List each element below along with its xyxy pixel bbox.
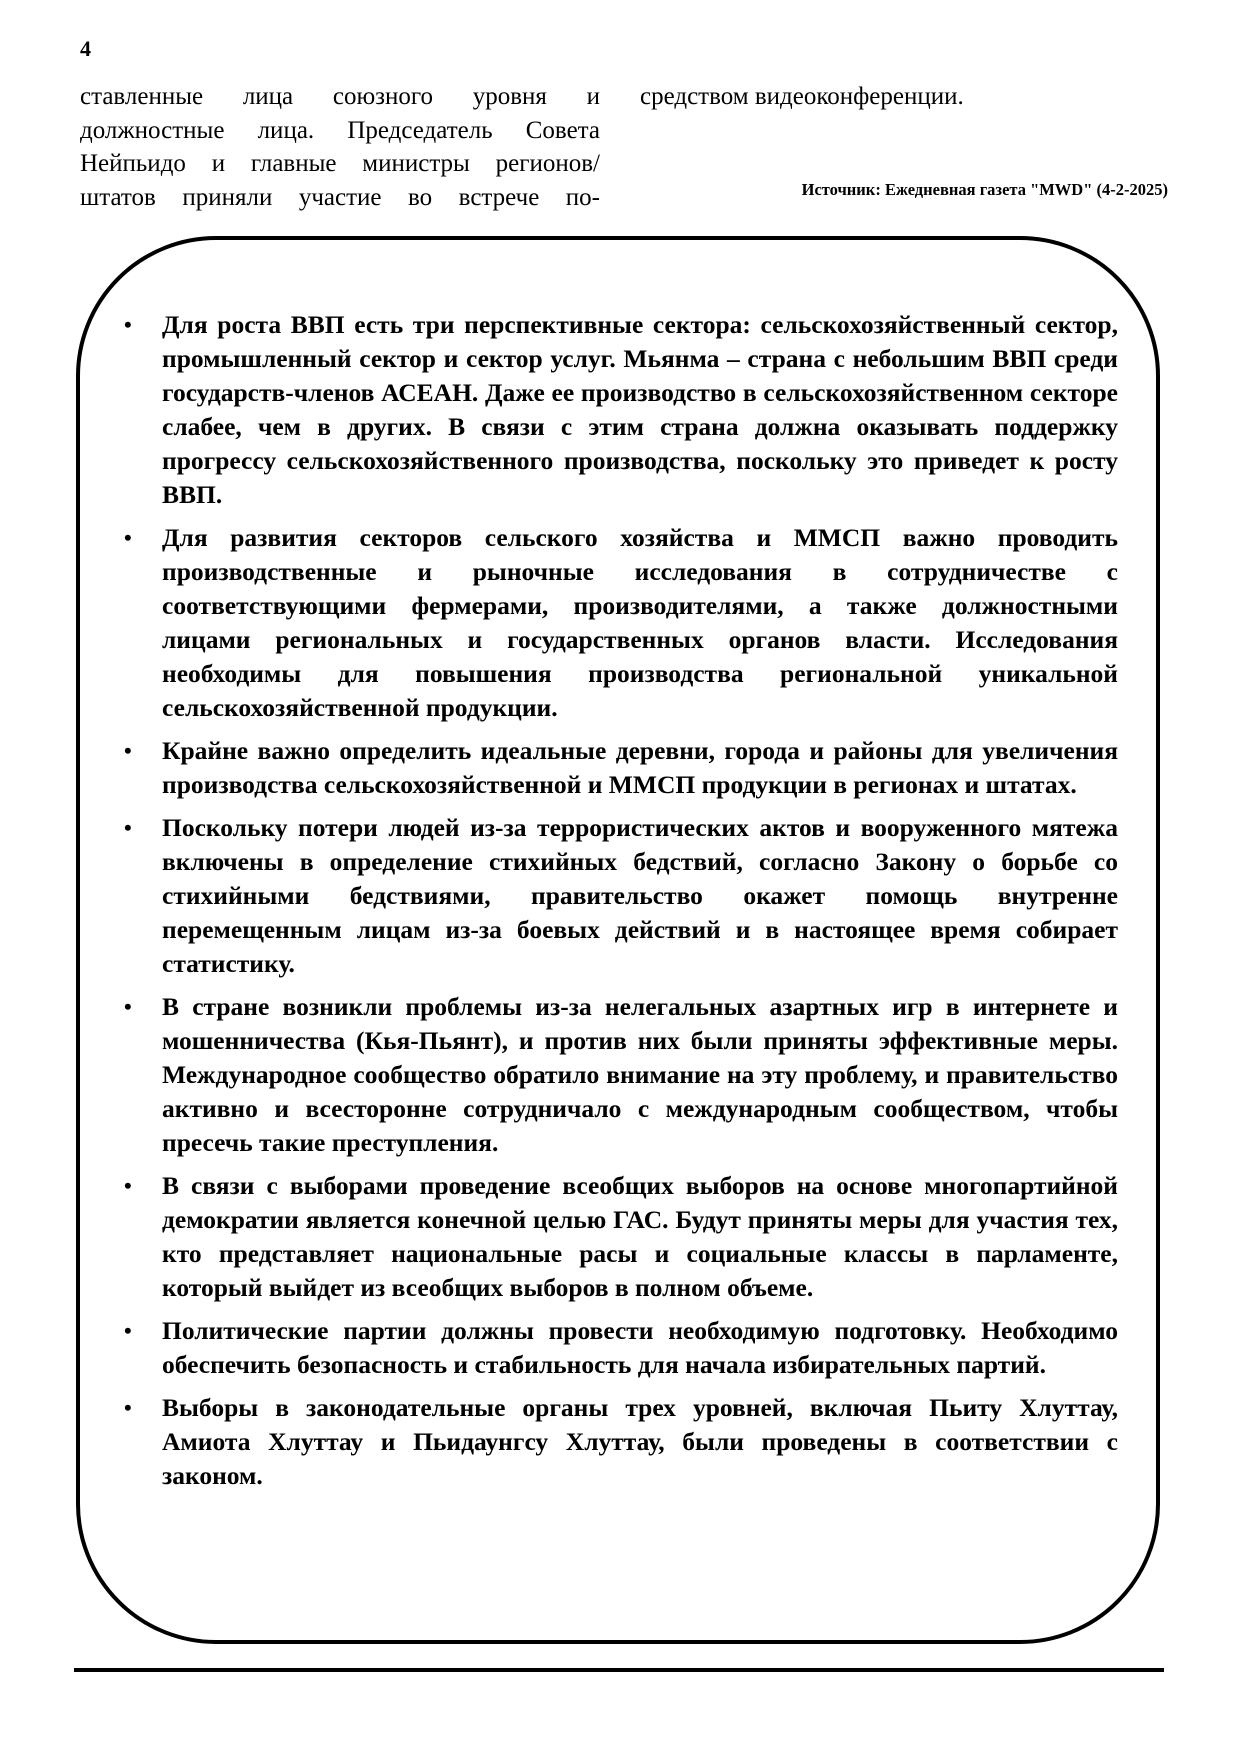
bullet-text: В стране возникли проблемы из-за нелегальных азартных игр в интернете и мошенничества (Кья-Пьянт), и против них были приняты эффективные меры. Международное сообщество обратило внимание на эту проблему, и правительство активно и всесторонне сотрудничало с международным сообществом, чтобы пресечь такие преступления. <box>162 992 1118 1157</box>
bullet-item <box>118 1314 1118 1382</box>
bullet-text: Поскольку потери людей из-за террористических актов и вооруженного мятежа включены в определение стихийных бедствий, согласно Закону о борьбе со стихийными бедствиями, правительство окажет помощь внутренне перемещенным лицам из-за боевых действий и в настоящее время собирает статистику. <box>162 813 1118 978</box>
bullet-item <box>118 734 1118 802</box>
bullet-item <box>118 308 1118 512</box>
bullet-icon: • <box>124 738 132 763</box>
right-column-text: средством видеоконференции. <box>640 83 964 110</box>
left-column-line: должностные лица. Председатель Совета <box>80 116 600 144</box>
bottom-divider <box>74 1668 1164 1672</box>
page-number: 4 <box>80 36 91 61</box>
bullet-icon: • <box>124 994 132 1019</box>
left-column-line: Нейпьидо и главные министры регионов/ <box>80 150 600 177</box>
bullet-item <box>118 990 1118 1160</box>
bullet-icon: • <box>124 312 132 337</box>
left-column-line: штатов приняли участие во встрече по- <box>80 183 600 211</box>
bullet-text: Для развития секторов сельского хозяйства и ММСП важно проводить производственные и рыночные исследования в сотрудничестве с соответствующими фермерами, производителями, а также должностными лицами региональных и государственных органов власти. Исследования необходимы для повышения производства региональной уникальной сельскохозяйственной продукции. <box>162 523 1118 722</box>
bullet-icon: • <box>124 815 132 840</box>
bullet-item <box>118 521 1118 725</box>
bullet-list <box>118 308 1118 1502</box>
bullet-icon: • <box>124 1173 132 1198</box>
bullet-icon: • <box>124 1318 132 1343</box>
source-citation: Источник: Ежедневная газета "MWD" (4-2-2025) <box>801 180 1168 199</box>
bullet-text: Выборы в законодательные органы трех уровней, включая Пьиту Хлуттау, Амиота Хлуттау и Пьидаунгсу Хлуттау, были проведены в соответствии с законом. <box>162 1393 1118 1490</box>
bullet-item <box>118 811 1118 981</box>
bullet-text: Политические партии должны провести необходимую подготовку. Необходимо обеспечить безопасность и стабильность для начала избирательных партий. <box>162 1316 1118 1379</box>
bullet-icon: • <box>124 525 132 550</box>
bullet-text: В связи с выборами проведение всеобщих выборов на основе многопартийной демократии является конечной целью ГАС. Будут приняты меры для участия тех, кто представляет национальные расы и социальные классы в парламенте, который выйдет из всеобщих выборов в полном объеме. <box>162 1171 1118 1302</box>
bullet-item <box>118 1391 1118 1493</box>
bullet-text: Крайне важно определить идеальные деревни, города и районы для увеличения производства сельскохозяйственной и ММСП продукции в регионах и штатах. <box>162 736 1118 799</box>
bullet-text: Для роста ВВП есть три перспективные сектора: сельскохозяйственный сектор, промышленный сектор и сектор услуг. Мьянма – страна с небольшим ВВП среди государств-членов АСЕАН. Даже ее производство в сельскохозяйственном секторе слабее, чем в других. В связи с этим страна должна оказывать поддержку прогрессу сельскохозяйственного производства, поскольку это приведет к росту ВВП. <box>162 310 1118 509</box>
left-column-text <box>80 80 600 214</box>
bullet-icon: • <box>124 1395 132 1420</box>
left-column-line: ставленные лица союзного уровня и <box>80 83 600 110</box>
bullet-item <box>118 1169 1118 1305</box>
